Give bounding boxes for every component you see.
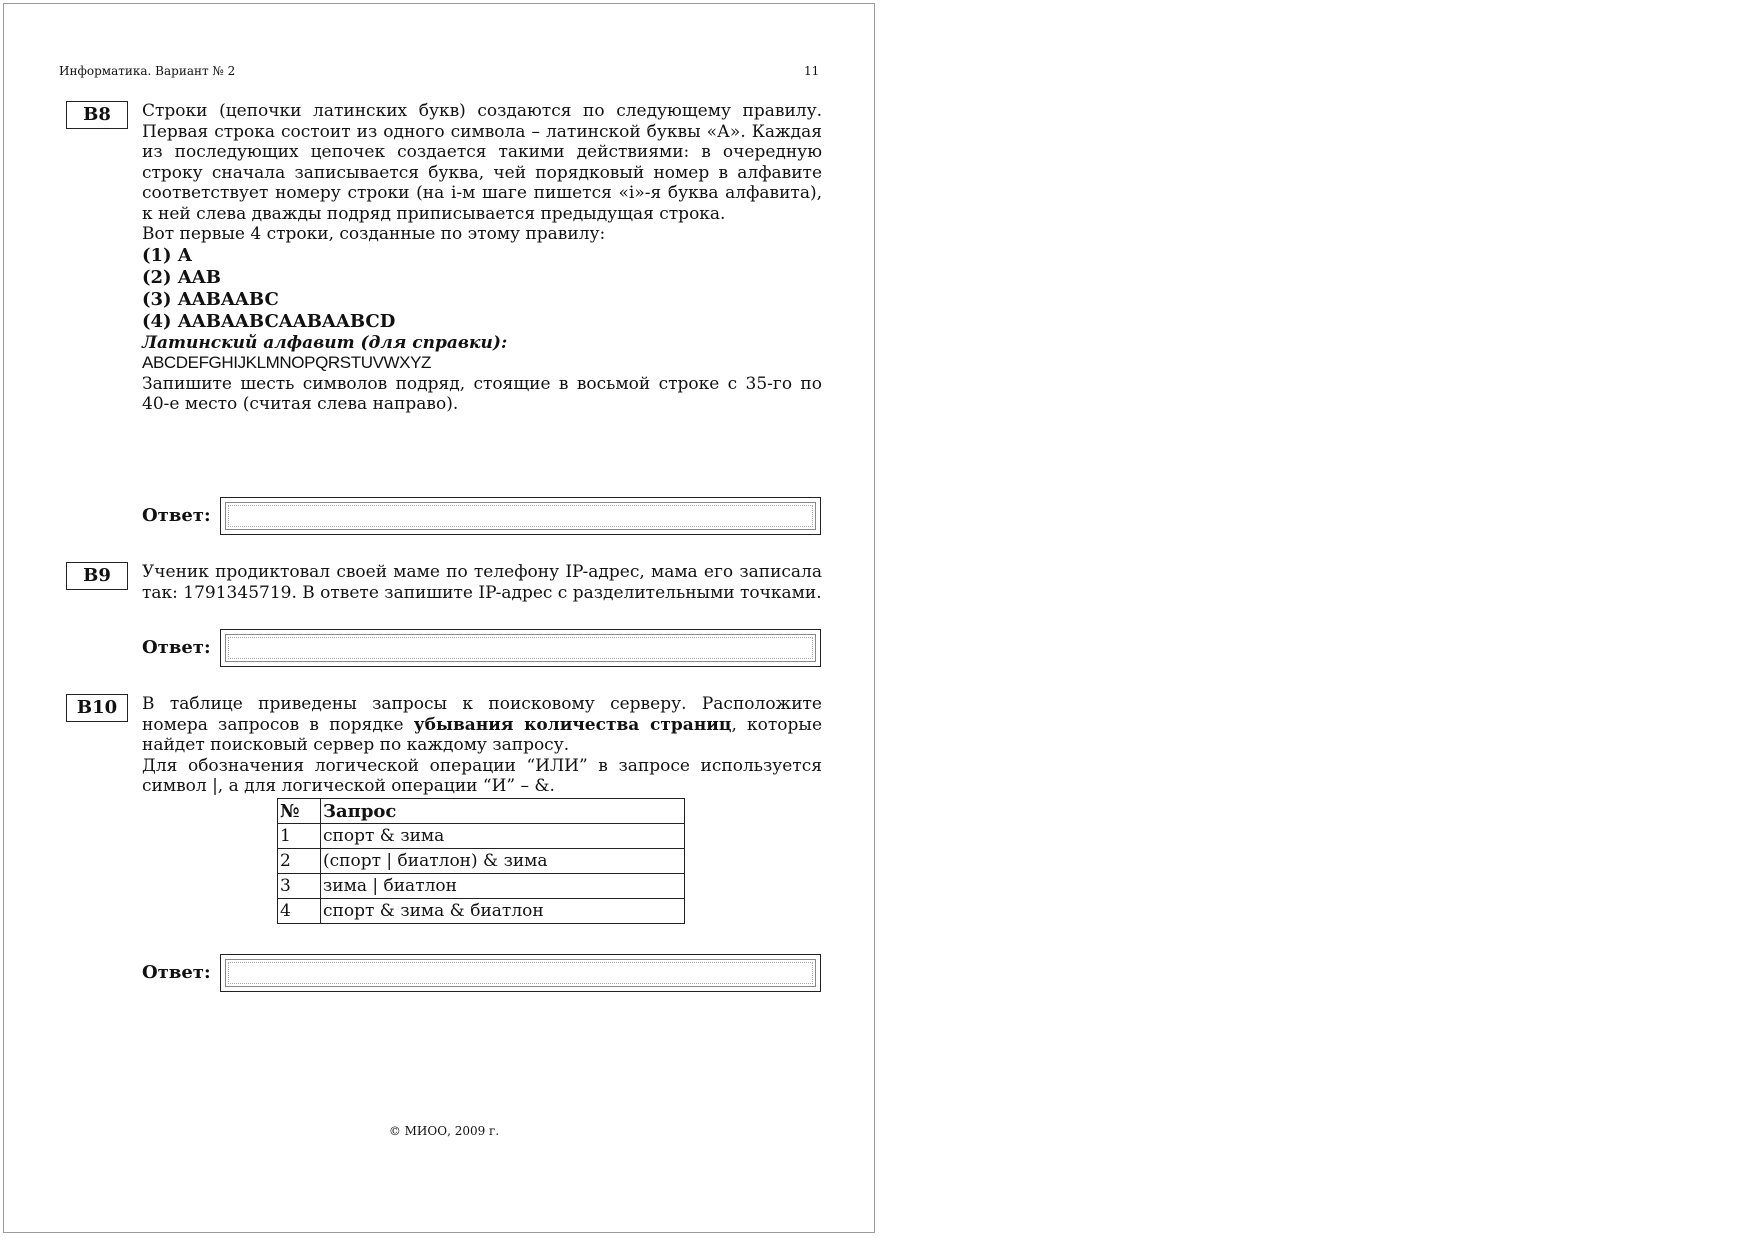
table-cell-number: 3 [278,874,321,899]
sequence-line-3: (3) AABAABC [142,288,279,310]
table-cell-number: 4 [278,899,321,924]
answer-field-b10[interactable] [220,954,821,992]
answer-field-b8-inner [225,502,816,530]
table-cell-query: зима | биатлон [321,874,685,899]
question-label-b8: B8 [66,101,128,129]
table-header-number: № [278,799,321,824]
question-b10-text-start: В таблице приведены запросы к поисковому серверу. Расположите номера запросов в порядке [142,694,822,735]
table-row [278,899,685,924]
question-b8-task: Запишите шесть символов подряд, стоящие в восьмой строке с 35-го по 40-е место (считая слева направо). [142,373,822,414]
table-cell-query: спорт & зима [321,824,685,849]
copyright-footer: © МИОО, 2009 г. [388,1124,500,1138]
question-b8-body [142,101,822,415]
table-row [278,824,685,849]
question-b9-text: Ученик продиктовал своей маме по телефону IP-адрес, мама его записала так: 1791345719. В ответе запишите IP-адрес с разделительными точками. [142,562,822,603]
question-b8-text: Строки (цепочки латинских букв) создаются по следующему правилу. Первая строка состоит из одного символа – латинской буквы «А». Каждая из последующих цепочек создается такими действиями: в очередную строку сначала записывается буква, чей порядковый номер в алфавите соответствует номеру строки (на i-м шаге пишется «i»-я буква алфавита), к ней слева дважды подряд приписывается предыдущая строка. [142,101,822,224]
answer-label-b10: Ответ: [142,962,211,983]
alphabet-reference: ABCDEFGHIJKLMNOPQRSTUVWXYZ [142,353,432,372]
answer-field-b9-inner [225,634,816,662]
table-cell-query: (спорт | биатлон) & зима [321,849,685,874]
table-cell-query: спорт & зима & биатлон [321,899,685,924]
query-table [277,798,685,924]
table-cell-number: 1 [278,824,321,849]
answer-field-b9[interactable] [220,629,821,667]
table-cell-number: 2 [278,849,321,874]
answer-label-b8: Ответ: [142,505,211,526]
question-label-b10: B10 [66,694,128,722]
table-row [278,874,685,899]
answer-field-b8[interactable] [220,497,821,535]
question-b9-body [142,562,822,603]
table-row [278,849,685,874]
exam-page [3,3,875,1233]
sequence-line-1: (1) A [142,244,192,266]
question-b10-text [142,694,822,756]
page-number: 11 [804,64,820,78]
sequence-line-4: (4) AABAABCAABAABCD [142,310,396,332]
question-b10-emphasis: убывания количества страниц [413,714,732,735]
question-b8-intro: Вот первые 4 строки, созданные по этому правилу: [142,224,606,244]
sequence-line-2: (2) AAB [142,266,221,288]
question-b10-body [142,694,822,797]
question-b10-text-end: , которые найдет поисковый сервер по каждому запросу. [142,714,823,755]
alphabet-title: Латинский алфавит (для справки): [142,332,508,353]
question-b10-note: Для обозначения логической операции “ИЛИ” в запросе используется символ |, а для логической операции “И” – &. [142,755,822,796]
table-header-query: Запрос [321,799,685,824]
question-label-b9: B9 [66,562,128,590]
table-header-row [278,799,685,824]
answer-field-b10-inner [225,959,816,987]
answer-label-b9: Ответ: [142,637,211,658]
page-header-title: Информатика. Вариант № 2 [59,64,236,78]
